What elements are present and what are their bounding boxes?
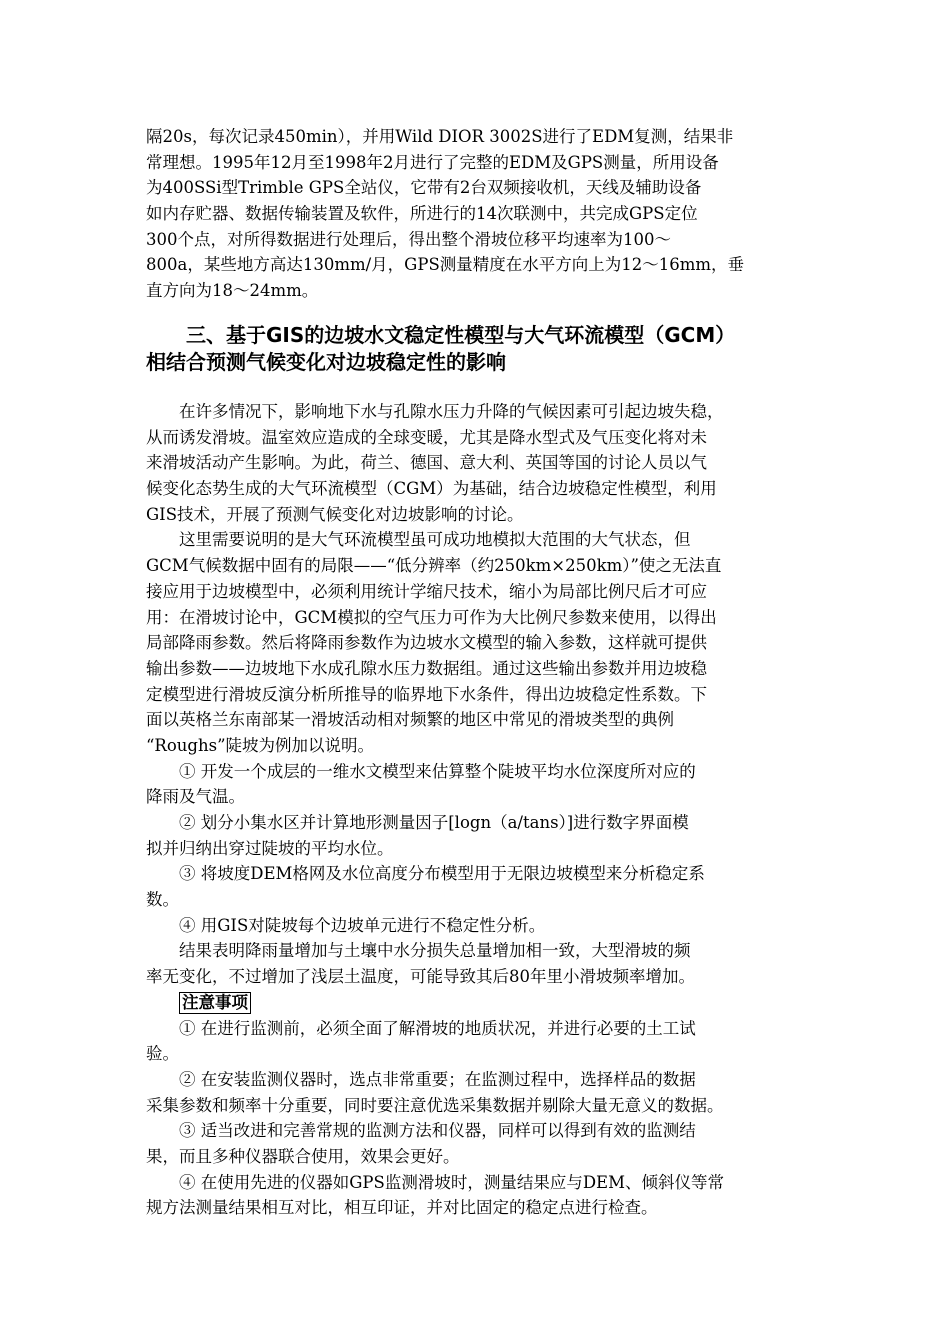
notes-label-line <box>146 990 818 1016</box>
text-line: 隔20s，每次记录450min），并用Wild DIOR 3002S进行了EDM复测，结果非 <box>146 127 734 146</box>
text-line: 数。 <box>146 890 179 910</box>
text-line: 果，而且多种仪器联合使用，效果会更好。 <box>146 1146 460 1166</box>
text-line: 在许多情况下，影响地下水与孔隙水压力升降的气候因素可引起边坡失稳， <box>146 402 724 421</box>
text-line: 局部降雨参数。然后将降雨参数作为边坡水文模型的输入参数，这样就可提供 <box>146 633 707 653</box>
text-line: 800a，某些地方高达130mm/月，GPS测量精度在水平方向上为12～16mm，垂 <box>146 255 745 275</box>
text-line: 用：在滑坡讨论中，GCM模拟的空气压力可作为大比例尺参数来使用，以得出 <box>146 607 717 627</box>
text-line: ② 在安装监测仪器时，选点非常重要；在监测过程中，选择样品的数据 <box>146 1069 696 1089</box>
top-paragraph <box>146 124 818 304</box>
text-line: ③ 将坡度DEM格网及水位高度分布模型用于无限边坡模型来分析稳定系 <box>146 864 705 884</box>
text-line: 面以英格兰东南部某一滑坡活动相对频繁的地区中常见的滑坡类型的典例 <box>146 710 674 730</box>
text-line: 300个点，对所得数据进行处理后，得出整个滑坡位移平均速率为100～ <box>146 229 671 249</box>
text-line: 这里需要说明的是大气环流模型虽可成功地模拟大范围的大气状态，但 <box>146 530 691 550</box>
text-line: 为400SSi型Trimble GPS全站仪，它带有2台双频接收机，天线及辅助设备 <box>146 178 702 198</box>
text-line: 输出参数——边坡地下水成孔隙水压力数据组。通过这些输出参数并用边坡稳 <box>146 658 707 678</box>
text-line: ④ 在使用先进的仪器如GPS监测滑坡时，测量结果应与DEM、倾斜仪等常 <box>146 1172 724 1192</box>
text-line: 从而诱发滑坡。温室效应造成的全球变暖，尤其是降水型式及气压变化将对未 <box>146 427 707 447</box>
text-line: 来滑坡活动产生影响。为此，荷兰、德国、意大利、英国等国的讨论人员以气 <box>146 453 707 473</box>
text-line: 候变化态势生成的大气环流模型（CGM）为基础，结合边坡稳定性模型，利用 <box>146 479 717 499</box>
text-line: 验。 <box>146 1044 179 1064</box>
section-heading <box>146 322 818 376</box>
body-text <box>146 399 818 1221</box>
text-line: GIS技术，开展了预测气候变化对边坡影响的讨论。 <box>146 504 524 524</box>
text-line: GCM气候数据中固有的局限——“低分辨率（约250km×250km）”使之无法直 <box>146 556 722 576</box>
text-line: ① 在进行监测前，必须全面了解滑坡的地质状况，并进行必要的土工试 <box>146 1018 696 1038</box>
text-line: 定模型进行滑坡反演分析所推导的临界地下水条件，得出边坡稳定性系数。下 <box>146 684 707 704</box>
text-line: “Roughs”陡坡为例加以说明。 <box>146 735 375 755</box>
text-line: 拟并归纳出穿过陡坡的平均水位。 <box>146 838 394 858</box>
text-line: 常理想。1995年12月至1998年2月进行了完整的EDM及GPS测量，所用设备 <box>146 152 719 172</box>
text-line: 采集参数和频率十分重要，同时要注意优选采集数据并剔除大量无意义的数据。 <box>146 1095 724 1115</box>
text-line: ② 划分小集水区并计算地形测量因子[logn（a/tans）]进行数字界面模 <box>146 813 689 832</box>
text-line: ③ 适当改进和完善常规的监测方法和仪器，同样可以得到有效的监测结 <box>146 1121 696 1141</box>
text-line: 率无变化，不过增加了浅层土温度，可能导致其后80年里小滑坡频率增加。 <box>146 967 695 987</box>
heading-line: 三、基于GIS的边坡水文稳定性模型与大气环流模型（GCM） <box>146 323 736 347</box>
text-line: 直方向为18～24mm。 <box>146 281 319 301</box>
text-line: 如内存贮器、数据传输装置及软件，所进行的14次联测中，共完成GPS定位 <box>146 204 698 224</box>
text-line: ④ 用GIS对陡坡每个边坡单元进行不稳定性分析。 <box>146 915 546 935</box>
heading-line: 相结合预测气候变化对边坡稳定性的影响 <box>146 350 506 374</box>
text-line: 结果表明降雨量增加与土壤中水分损失总量增加相一致，大型滑坡的频 <box>146 941 691 961</box>
text-line: 规方法测量结果相互对比，相互印证，并对比固定的稳定点进行检查。 <box>146 1198 658 1218</box>
notes-label: 注意事项 <box>179 992 251 1014</box>
text-line: ① 开发一个成层的一维水文模型来估算整个陡坡平均水位深度所对应的 <box>146 761 696 781</box>
text-line: 降雨及气温。 <box>146 787 245 807</box>
text-line: 接应用于边坡模型中，必须利用统计学缩尺技术，缩小为局部比例尺后才可应 <box>146 581 707 601</box>
